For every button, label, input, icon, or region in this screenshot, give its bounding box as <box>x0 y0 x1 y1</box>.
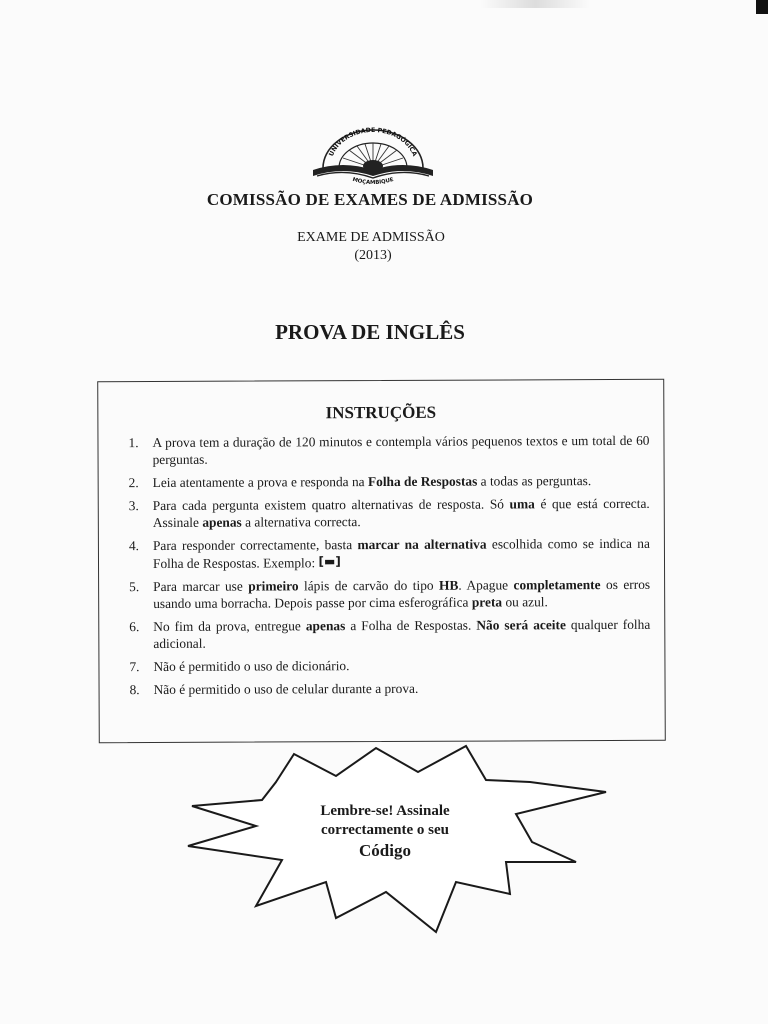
svg-text:MOÇAMBIQUE: MOÇAMBIQUE <box>351 176 395 187</box>
instruction-text: os erros usando uma borracha. Depois passe por cima esferográfica <box>153 576 651 611</box>
instruction-number: 4. <box>128 538 140 554</box>
instructions-list <box>114 432 650 704</box>
instructions-heading: INSTRUÇÕES <box>325 402 437 423</box>
reminder-text <box>260 802 510 862</box>
instruction-number: 2. <box>128 475 139 491</box>
instruction-item <box>115 616 650 652</box>
instruction-text: Para responder correctamente, basta <box>152 537 358 553</box>
instruction-text: A prova tem a duração de 120 minutos e contempla vários pequenos textos e um total de 60 perguntas. <box>152 432 650 467</box>
instruction-text: a alternativa correcta. <box>241 514 361 530</box>
instruction-text: apenas <box>305 618 346 634</box>
instruction-text: lápis de carvão do tipo <box>298 577 440 594</box>
answer-example-mark: [▬] <box>318 554 341 569</box>
scan-edge-mark <box>756 0 768 14</box>
reminder-line-1: Lembre-se! Assinale <box>320 803 450 819</box>
instruction-text: a Folha de Respostas. <box>345 617 477 634</box>
instruction-number: 8. <box>129 682 140 698</box>
svg-text:UNIVERSIDADE PEDAGÓGICA: UNIVERSIDADE PEDAGÓGICA <box>327 126 419 158</box>
instruction-item <box>115 495 650 531</box>
exam-year: (2013) <box>354 248 392 263</box>
reminder-line-3: Código <box>359 841 411 860</box>
instruction-text: Não é permitido o uso de dicionário. <box>153 658 350 674</box>
commission-title: COMISSÃO DE EXAMES DE ADMISSÃO <box>206 190 534 209</box>
instruction-item <box>115 472 650 491</box>
instruction-text: Não é permitido o uso de celular durante a prova. <box>153 680 419 697</box>
instruction-text: Leia atentamente a prova e responda na <box>152 474 368 490</box>
subject-title: PROVA DE INGLÊS <box>275 320 465 344</box>
instruction-number: 5. <box>129 579 140 595</box>
instruction-number: 3. <box>128 498 139 514</box>
instruction-text: a todas as perguntas. <box>477 473 592 489</box>
instruction-number: 1. <box>128 435 139 451</box>
exam-title: EXAME DE ADMISSÃO <box>297 230 445 245</box>
instruction-text: HB <box>438 577 459 593</box>
instruction-text: Folha de Respostas <box>367 473 478 490</box>
instruction-text: marcar na alternativa <box>357 536 487 553</box>
instruction-item <box>114 432 649 468</box>
instruction-text: Para cada pergunta existem quatro alternativas de resposta. Só <box>152 496 510 513</box>
instruction-text: No fim da prova, entregue <box>153 618 306 634</box>
instruction-text: Não será aceite <box>476 617 566 633</box>
instruction-item <box>115 576 650 612</box>
instruction-text: qualquer folha adicional. <box>153 616 651 651</box>
instruction-text: é que está correcta. Assinale <box>152 495 650 530</box>
instruction-item <box>115 535 650 572</box>
instruction-text: completamente <box>513 577 601 593</box>
instruction-text: escolhida como se indica na Folha de Respostas. Exemplo: <box>152 535 650 571</box>
scan-smudge <box>480 0 590 8</box>
instruction-text: apenas <box>202 514 242 530</box>
instructions-box <box>97 379 666 743</box>
instruction-text: primeiro <box>248 578 299 594</box>
instruction-number: 7. <box>129 659 140 675</box>
instruction-item <box>115 656 650 675</box>
instruction-text: preta <box>471 594 503 610</box>
instruction-item <box>116 679 651 698</box>
instruction-text: Para marcar use <box>153 578 249 594</box>
instruction-number: 6. <box>129 619 140 635</box>
instruction-text: . Apague <box>458 577 514 593</box>
university-seal-logo <box>309 126 437 192</box>
instruction-text: uma <box>509 496 535 512</box>
instruction-text: ou azul. <box>502 594 548 610</box>
reminder-line-2: correctamente o seu <box>321 822 449 838</box>
